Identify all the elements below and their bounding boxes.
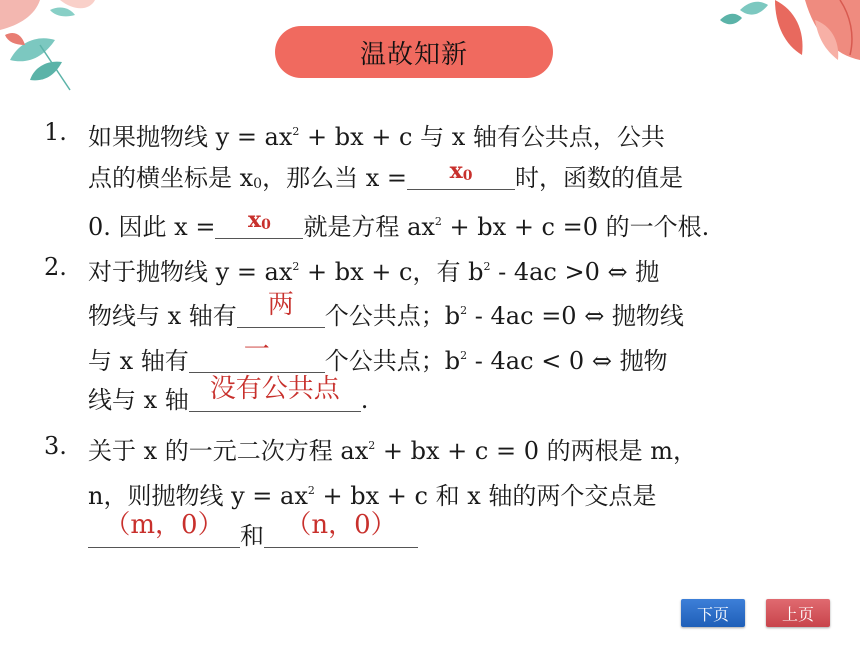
item-number: 2. [44,253,67,281]
answer-blank[interactable] [264,510,418,548]
item-number: 1. [44,118,67,146]
text-segment: + bx + c = 0 的两根是 m， [375,437,697,465]
item-text [88,110,665,159]
text-segment: + bx + c，有 b [299,258,484,286]
section-title: 温故知新 [275,26,553,78]
text-segment: 关于 x 的一元二次方程 ax [88,437,369,465]
text-segment: ，那么当 x = [262,164,407,192]
item-number: 3. [44,432,67,460]
answer-blank[interactable] [215,208,303,239]
item-text [88,245,659,294]
text-segment: 0. 因此 x = [88,213,216,241]
text-segment: - 4ac < 0 ⇔ 抛物 [467,347,668,375]
item-text [88,334,668,383]
text-segment: 时，函数的值是 [515,164,683,192]
text-segment: 线与 x 轴 [88,386,189,414]
answer-blank[interactable] [189,374,361,412]
text-segment: . [360,386,369,414]
superscript: 2 [460,304,468,317]
answer-blank[interactable] [88,510,240,548]
subscript: 0 [253,176,263,192]
superscript: 2 [292,125,300,138]
text-segment: 与 x 轴有 [88,347,189,375]
answer-text: $x_0$ [248,207,271,233]
answer-text: $x_0$ [449,158,473,184]
text-segment: - 4ac =0 ⇔ 抛物线 [467,302,684,330]
answer-blank[interactable] [237,290,325,328]
prev-page-button[interactable]: 上页 [766,599,830,627]
item-text [88,200,709,249]
superscript: 2 [460,349,468,362]
item-text [88,156,683,206]
text-segment: 个公共点；b [324,347,461,375]
text-segment: 点的横坐标是 x [88,164,254,192]
text-segment: 物线与 x 轴有 [88,302,237,330]
next-page-button[interactable]: 下页 [681,599,745,627]
text-segment: 个公共点；b [324,302,461,330]
text-segment: 如果抛物线 y = ax [88,123,293,151]
answer-text: 两 [267,290,294,320]
answer-text: 没有公共点 [209,374,340,404]
text-segment: - 4ac >0 ⇔ 抛 [490,258,660,286]
text-segment: + bx + c 与 x 轴有公共点，公共 [299,123,665,151]
item-text [88,289,684,338]
text-segment: + bx + c 和 x 轴的两个交点是 [314,482,657,510]
superscript: 2 [434,215,442,228]
superscript: 2 [368,439,376,452]
answer-text: （n，0） [285,510,397,540]
superscript: 2 [292,260,300,273]
answer-text: 一 [243,335,270,365]
item-text [88,374,369,422]
item-text [88,510,418,558]
text-segment: 和 [240,522,264,550]
superscript: 2 [483,260,491,273]
superscript: 2 [307,484,315,497]
answer-text: （m，0） [104,510,224,540]
text-segment: n，则抛物线 y = ax [88,482,308,510]
text-segment: 对于抛物线 y = ax [88,258,293,286]
text-segment: 就是方程 ax [303,213,435,241]
item-text [88,424,697,473]
answer-blank[interactable] [407,159,515,190]
text-segment: + bx + c =0 的一个根. [441,213,710,241]
